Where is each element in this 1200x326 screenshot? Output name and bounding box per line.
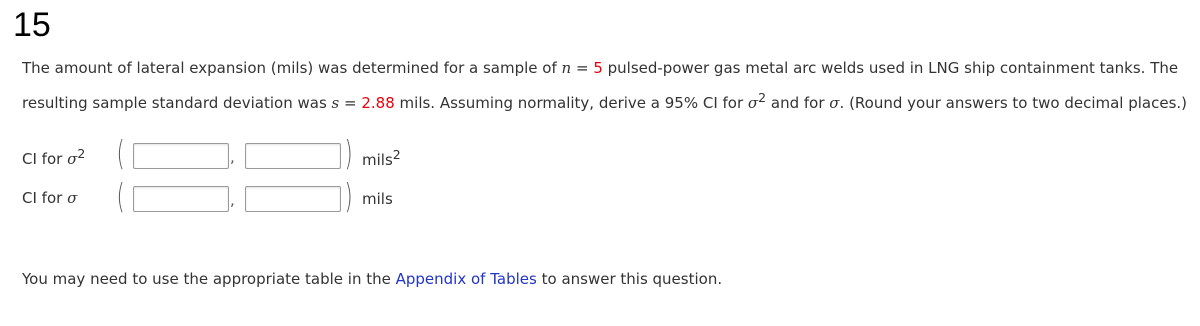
comma: ,	[230, 148, 235, 166]
appendix-of-tables-link[interactable]: Appendix of Tables	[395, 270, 537, 288]
comma: ,	[230, 191, 235, 209]
unit-label: mils	[362, 190, 393, 208]
sigma-symbol: σ	[829, 94, 840, 112]
problem-text: mils. Assuming normality, derive a 95% CI for	[394, 94, 748, 112]
close-paren: )	[344, 134, 353, 174]
problem-text: The amount of lateral expansion (mils) was determined for a sample of	[22, 59, 562, 77]
ci-variance-lower-input[interactable]	[133, 143, 229, 169]
question-number: 15	[13, 6, 51, 44]
superscript-2: 2	[392, 147, 401, 162]
sigma-symbol: σ	[67, 189, 78, 207]
ci-sd-upper-input[interactable]	[245, 186, 341, 212]
sigma-symbol: σ	[747, 94, 759, 112]
footer-note: You may need to use the appropriate table in the Appendix of Tables to answer this question.	[22, 270, 723, 288]
problem-text: . (Round your answers to two decimal places.)	[839, 94, 1188, 112]
unit-label: mils$^2$	[362, 147, 401, 169]
sigma-symbol: σ	[67, 150, 78, 168]
problem-text: and for	[766, 94, 830, 112]
open-paren: (	[116, 177, 125, 217]
problem-text: pulsed-power gas metal arc welds used in LNG ship containment tanks. The resulting sample standard deviation was	[22, 59, 1179, 112]
superscript-2: 2	[77, 146, 86, 161]
s-value: 2.88	[361, 94, 395, 112]
equals-sign: =	[339, 94, 362, 112]
ci-variance-upper-input[interactable]	[245, 143, 341, 169]
ci-sd-label: CI for σ	[22, 189, 78, 207]
open-paren: (	[116, 134, 125, 174]
n-value: 5	[593, 59, 603, 77]
ci-variance-label: CI for $\sigma^2$	[22, 146, 86, 168]
ci-sd-lower-input[interactable]	[133, 186, 229, 212]
problem-statement	[22, 54, 1192, 118]
superscript-2: 2	[758, 90, 767, 105]
s-variable: s	[331, 94, 340, 112]
equals-sign: =	[571, 59, 594, 77]
close-paren: )	[344, 177, 353, 217]
n-variable: n	[561, 59, 572, 77]
